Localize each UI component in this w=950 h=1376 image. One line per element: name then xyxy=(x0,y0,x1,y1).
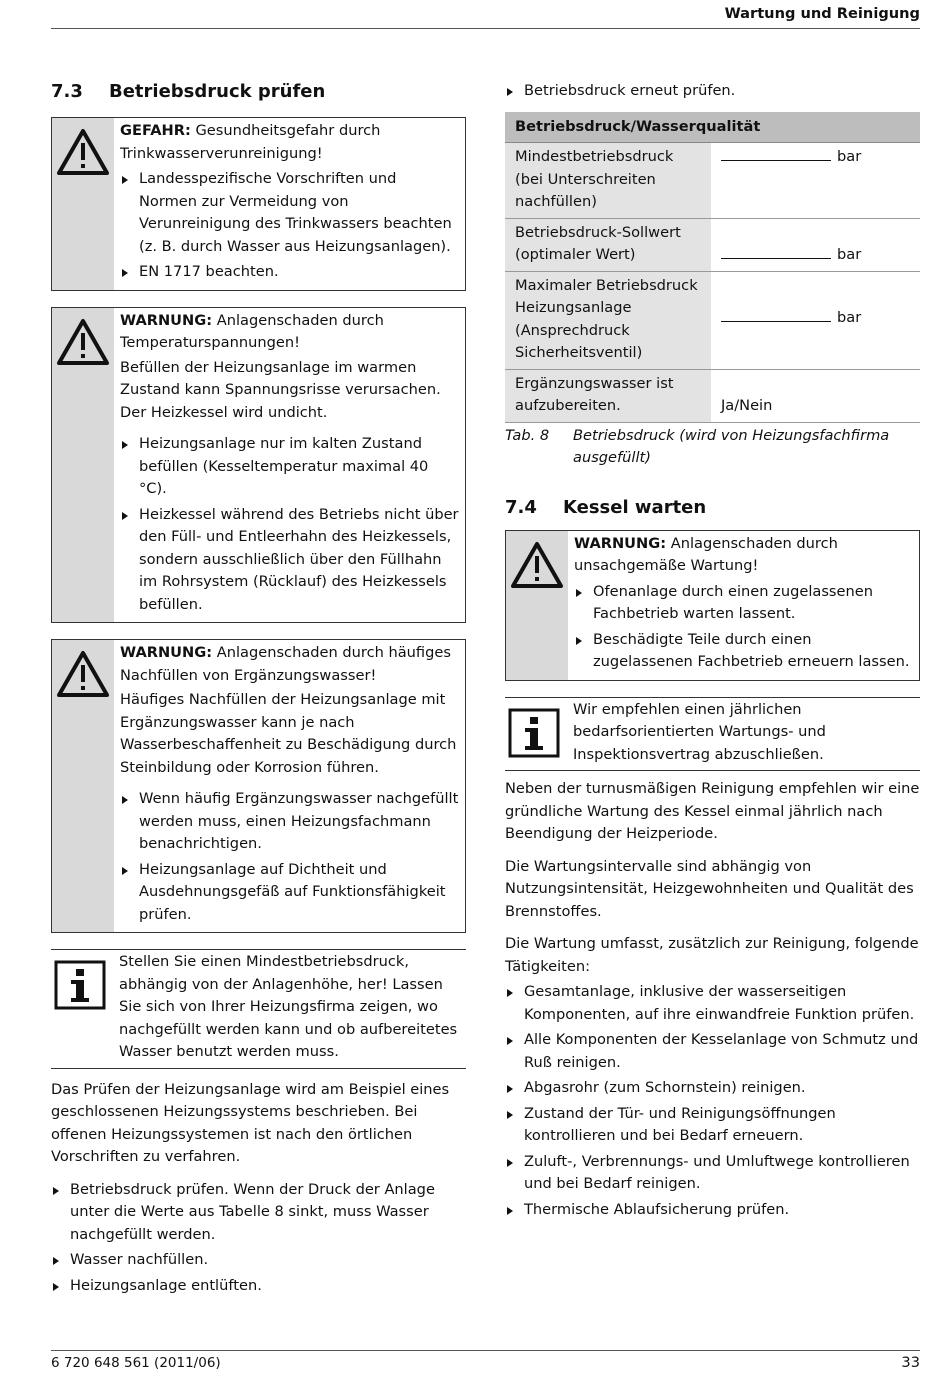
caption-number: Tab. 8 xyxy=(505,426,550,444)
list-item: Heizungsanlage entlüften. xyxy=(51,1275,466,1298)
warning-heading: WARNUNG: Anlagenschaden durch häufiges Nachfüllen von Ergänzungswasser! xyxy=(120,644,451,684)
step-list xyxy=(51,1179,466,1298)
section-title: Betriebsdruck prüfen xyxy=(109,81,326,102)
pressure-table xyxy=(505,112,920,423)
info-box xyxy=(51,949,466,1069)
info-icon xyxy=(54,960,106,1010)
list-item: Alle Komponenten der Kesselanlage von Schmutz und Ruß reinigen. xyxy=(505,1029,920,1074)
section-number: 7.4 xyxy=(505,496,537,518)
list-item: Gesamtanlage, inklusive der wasserseitigen Komponenten, auf ihre einwandfreie Funktion prüfen. xyxy=(505,981,920,1026)
warning-box-refill xyxy=(51,639,466,933)
info-icon xyxy=(508,708,560,758)
table-cell-value: bar xyxy=(711,143,920,219)
info-icon-area xyxy=(505,698,567,771)
warning-heading: WARNUNG: Anlagenschaden durch unsachgemäße Wartung! xyxy=(574,534,838,574)
warning-icon-area xyxy=(506,531,568,680)
left-column xyxy=(51,80,466,1297)
danger-icon-area xyxy=(52,118,114,290)
warning-paragraph: Befüllen der Heizungsanlage im warmen Zustand kann Spannungsrisse verursachen. Der Heizkessel wird undicht. xyxy=(120,358,441,421)
task-list xyxy=(505,981,920,1221)
table-caption xyxy=(505,425,920,470)
table-cell-value: bar xyxy=(711,271,920,369)
warning-paragraph: Häufiges Nachfüllen der Heizungsanlage mit Ergänzungswasser kann je nach Wasserbeschaffenheit zu Beschädigung durch Steinbildung oder Korrosion führen. xyxy=(120,691,457,776)
warning-list xyxy=(120,788,459,926)
right-column xyxy=(505,80,920,1221)
list-item: Wenn häufig Ergänzungswasser nachgefüllt werden muss, einen Heizungsfachmann benachrichtigen. xyxy=(120,788,459,856)
list-item: Ofenanlage durch einen zugelassenen Fachbetrieb warten lassent. xyxy=(574,581,913,626)
list-item: Heizungsanlage auf Dichtheit und Ausdehnungsgefäß auf Funktionsfähigkeit prüfen. xyxy=(120,859,459,927)
info-text: Stellen Sie einen Mindestbetriebsdruck, abhängig von der Anlagenhöhe, her! Lassen Sie sich von Ihrer Heizungsfirma zeigen, wo nachgefüllt werden kann und ob aufbereitetes Wasser benutzt werden muss. xyxy=(119,953,458,1060)
warning-heading: WARNUNG: Anlagenschaden durch Temperaturspannungen! xyxy=(120,311,384,351)
list-item: Landesspezifische Vorschriften und Normen zur Vermeidung von Verunreinigung des Trinkwassers beachten (z. B. durch Wasser aus Heizungsanlagen). xyxy=(120,168,459,258)
paragraph: Die Wartungsintervalle sind abhängig von Nutzungsintensität, Heizgewohnheiten und Qualität des Brennstoffes. xyxy=(505,857,914,920)
list-item: Wasser nachfüllen. xyxy=(51,1249,466,1272)
list-item: Zustand der Tür- und Reinigungsöffnungen kontrollieren und bei Bedarf erneuern. xyxy=(505,1103,920,1148)
list-item: Heizungsanlage nur im kalten Zustand befüllen (Kesseltemperatur maximal 40 °C). xyxy=(120,433,459,501)
caption-text: Betriebsdruck (wird von Heizungsfachfirma ausgefüllt) xyxy=(573,426,890,466)
warning-icon-area xyxy=(52,640,114,932)
info-text: Wir empfehlen einen jährlichen bedarfsorientierten Wartungs- und Inspektionsvertrag abzuschließen. xyxy=(573,700,826,763)
paragraph: Die Wartung umfasst, zusätzlich zur Reinigung, folgende Tätigkeiten: xyxy=(505,935,919,975)
table-cell-value: bar xyxy=(711,218,920,271)
table-row xyxy=(505,218,920,271)
document-number: 6 720 648 561 (2011/06) xyxy=(51,1355,221,1371)
table-row xyxy=(505,271,920,369)
section-heading-7-3 xyxy=(51,80,466,104)
list-item: Abgasrohr (zum Schornstein) reinigen. xyxy=(505,1077,920,1100)
step-list-continued xyxy=(505,80,920,103)
paragraph: Neben der turnusmäßigen Reinigung empfehlen wir eine gründliche Wartung des Kessel einmal jährlich nach Beendigung der Heizperiode. xyxy=(505,780,920,842)
warning-list xyxy=(574,581,913,674)
blank-line xyxy=(721,244,831,259)
table-cell-label: Ergänzungswasser ist aufzubereiten. xyxy=(505,369,711,422)
table-cell-label: Mindestbetriebsdruck (bei Unterschreiten nachfüllen) xyxy=(505,143,711,219)
info-box xyxy=(505,697,920,772)
section-heading-7-4 xyxy=(505,496,920,520)
page-number: 33 xyxy=(901,1354,920,1371)
table-cell-label: Betriebsdruck-Sollwert (optimaler Wert) xyxy=(505,218,711,271)
warning-box-maintenance xyxy=(505,530,920,681)
table-cell-value: Ja/Nein xyxy=(721,397,773,414)
list-item: Betriebsdruck prüfen. Wenn der Druck der Anlage unter die Werte aus Tabelle 8 sinkt, muss Wasser nachgefüllt werden. xyxy=(51,1179,466,1247)
danger-box xyxy=(51,117,466,291)
list-item: EN 1717 beachten. xyxy=(120,261,459,284)
blank-line xyxy=(721,146,831,161)
warning-triangle-icon xyxy=(56,650,110,698)
warning-box-temperature xyxy=(51,307,466,624)
list-item: Betriebsdruck erneut prüfen. xyxy=(505,80,920,103)
list-item: Zuluft-, Verbrennungs- und Umluftwege kontrollieren und bei Bedarf reinigen. xyxy=(505,1151,920,1196)
table-cell-label: Maximaler Betriebsdruck Heizungsanlage (Ansprechdruck Sicherheitsventil) xyxy=(505,271,711,369)
page-footer xyxy=(51,1350,920,1371)
header-title: Wartung und Reinigung xyxy=(724,5,920,22)
danger-list xyxy=(120,168,459,284)
danger-heading: GEFAHR: Gesundheitsgefahr durch Trinkwasserverunreinigung! xyxy=(120,122,381,162)
info-icon-area xyxy=(51,950,113,1068)
intro-paragraph: Das Prüfen der Heizungsanlage wird am Beispiel eines geschlossenen Heizungssystems beschrieben. Bei offenen Heizungssystemen ist nach den örtlichen Vorschriften zu verfahren. xyxy=(51,1080,450,1165)
blank-line xyxy=(721,307,831,322)
warning-triangle-icon xyxy=(56,318,110,366)
list-item: Beschädigte Teile durch einen zugelassenen Fachbetrieb erneuern lassen. xyxy=(574,629,913,674)
list-item: Thermische Ablaufsicherung prüfen. xyxy=(505,1199,920,1222)
warning-icon-area xyxy=(52,308,114,623)
page-header xyxy=(51,0,920,29)
table-row xyxy=(505,143,920,219)
section-number: 7.3 xyxy=(51,81,83,102)
warning-triangle-icon xyxy=(56,128,110,176)
list-item: Heizkessel während des Betriebs nicht über den Füll- und Entleerhahn des Heizkessels, sondern ausschließlich über den Füllhahn im Rohrsystem (Rücklauf) des Heizkessels befüllen. xyxy=(120,504,459,617)
warning-list xyxy=(120,433,459,616)
table-header: Betriebsdruck/Wasserqualität xyxy=(515,117,761,135)
warning-triangle-icon xyxy=(510,541,564,589)
table-row xyxy=(505,369,920,422)
section-title: Kessel warten xyxy=(563,496,707,518)
